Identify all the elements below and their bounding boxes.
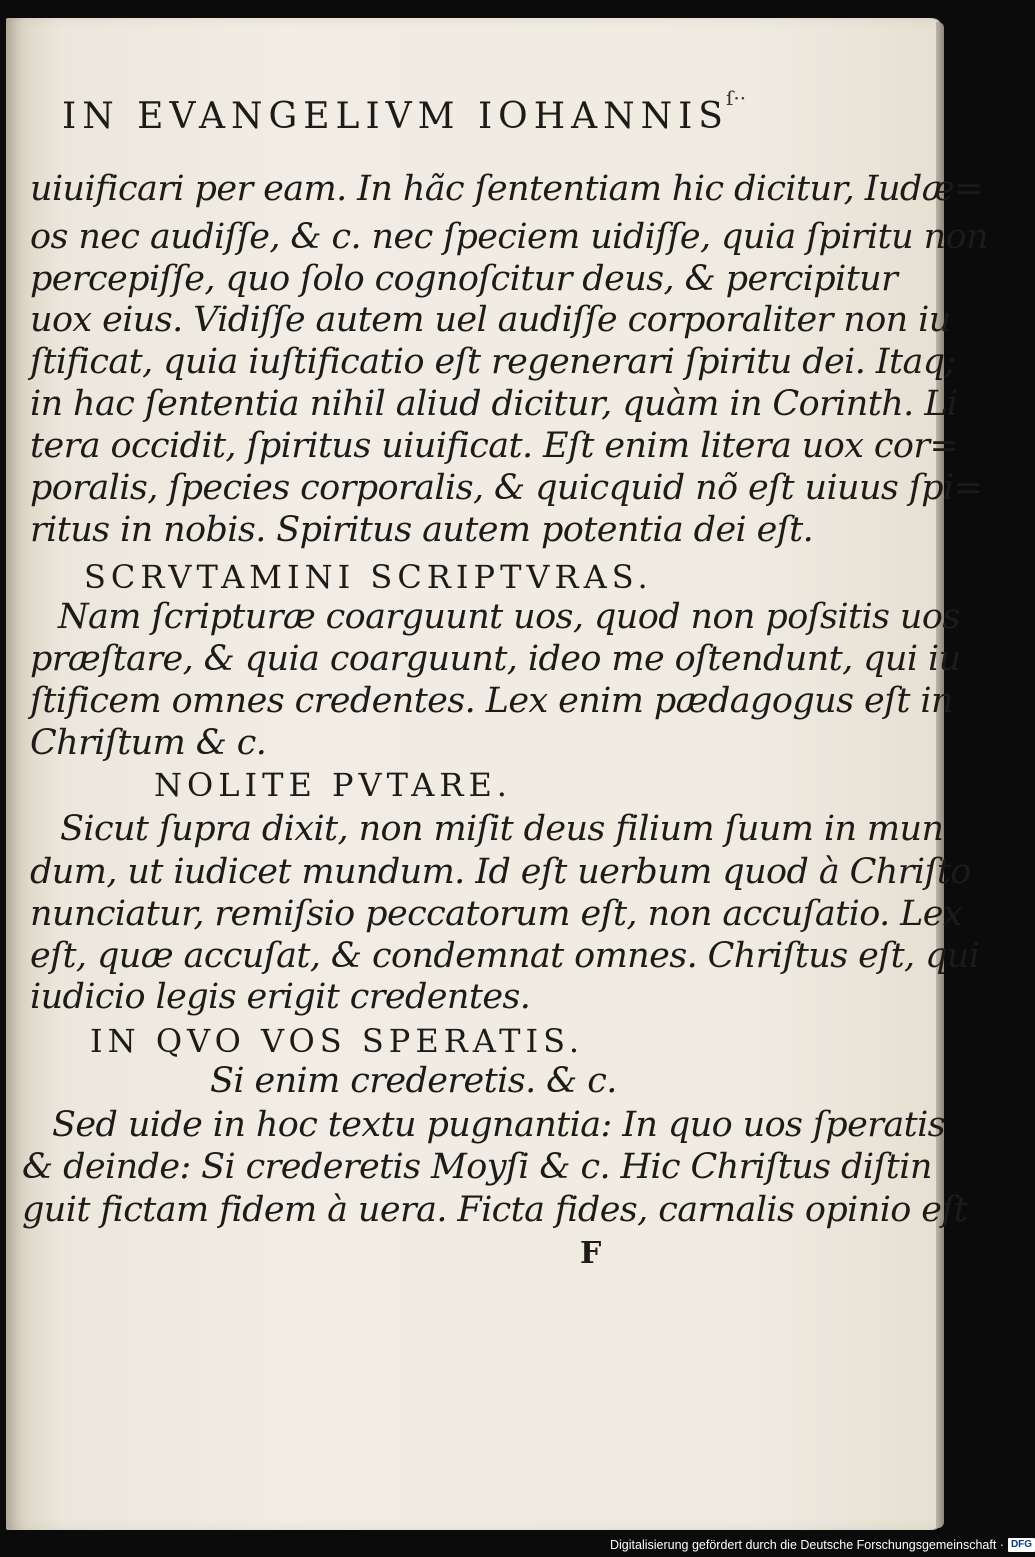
section-subheading: Si enim crederetis. & c.: [210, 1061, 617, 1101]
running-head: IN EVANGELIVM IOHANNIS: [62, 96, 729, 137]
signature-mark: F: [580, 1236, 602, 1271]
text-line: ritus in nobis. Spiritus autem potentia dei eſt.: [30, 510, 814, 550]
text-line: Chriſtum & c.: [30, 723, 267, 763]
text-line: guit fictam fidem à uera. Ficta fides, carnalis opinio eſt: [22, 1190, 968, 1230]
text-line: Sicut ſupra dixit, non miſit deus filium ſuum in mun: [60, 809, 944, 849]
text-line: dum, ut iudicet mundum. Id eſt uerbum quod à Chriſto: [30, 852, 971, 892]
text-line: nunciatur, remiſsio peccatorum eſt, non accuſatio. Lex: [30, 894, 963, 934]
section-heading: IN QVO VOS SPERATIS.: [90, 1022, 585, 1060]
text-line: tera occidit, ſpiritus uiuificat. Eſt enim litera uox cor=: [30, 426, 959, 466]
digitization-credit: [610, 1536, 1035, 1554]
text-line: Sed uide in hoc textu pugnantia: In quo uos ſperatis: [52, 1105, 946, 1145]
text-line: in hac ſententia nihil aliud dicitur, quàm in Corinth. Li: [30, 384, 958, 424]
text-line: iudicio legis erigit credentes.: [30, 977, 531, 1017]
text-line: Nam ſcripturæ coarguunt uos, quod non poſsitis uos: [58, 597, 960, 637]
text-line: uox eius. Vidiſſe autem uel audiſſe corporaliter non iu: [30, 300, 951, 340]
text-line: percepiſſe, quo ſolo cognoſcitur deus, & percipitur: [30, 259, 898, 299]
section-heading: SCRVTAMINI SCRIPTVRAS.: [84, 558, 653, 596]
section-heading: NOLITE PVTARE.: [154, 766, 512, 804]
text-line: ſtificat, quia iuſtificatio eſt regenerari ſpiritu dei. Itaq;: [30, 342, 956, 382]
text-line: os nec audiſſe, & c. nec ſpeciem uidiſſe, quia ſpiritu non: [30, 217, 988, 257]
text-line: uiuificari per eam. In hãc ſententiam hic dicitur, Iudæ=: [30, 169, 983, 209]
text-line: & deinde: Si crederetis Moyſi & c. Hic Chriſtus diſtin: [22, 1147, 932, 1187]
text-line: eſt, quæ accuſat, & condemnat omnes. Chriſtus eſt, qui: [30, 936, 980, 976]
text-line: ſtificem omnes credentes. Lex enim pædagogus eſt in: [30, 681, 953, 721]
credit-text: Digitalisierung gefördert durch die Deutsche Forschungsgemeinschaft ·: [610, 1538, 1004, 1552]
dfg-logo: DFG: [1008, 1538, 1035, 1552]
text-line: præſtare, & quia coarguunt, ideo me oſtendunt, qui iu: [30, 639, 961, 679]
margin-mark: ſ··: [726, 86, 747, 110]
text-line: poralis, ſpecies corporalis, & quicquid nõ eſt uiuus ſpi=: [30, 468, 983, 508]
